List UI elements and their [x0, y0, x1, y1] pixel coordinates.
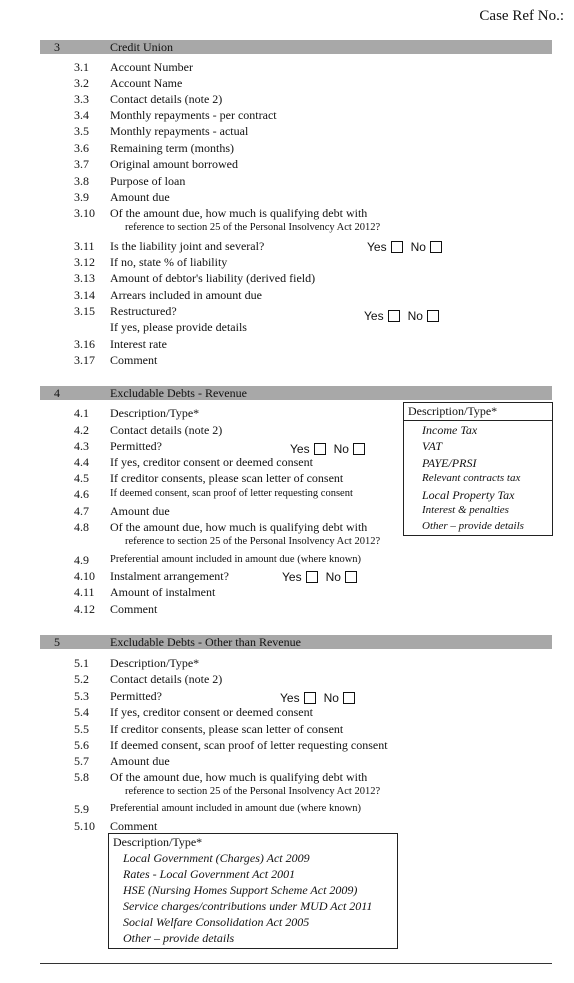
item-label-continued: reference to section 25 of the Personal Insolvency Act 2012? — [125, 222, 381, 233]
no-label: No — [407, 308, 423, 323]
list-item — [0, 75, 574, 91]
list-item — [0, 601, 574, 617]
type-option: Other – provide details — [422, 520, 524, 532]
item-number: 3.7 — [74, 157, 89, 171]
item-number: 5.4 — [74, 705, 89, 719]
list-item — [0, 189, 574, 205]
item-label: Interest rate — [110, 337, 167, 351]
item-label: If deemed consent, scan proof of letter requesting consent — [110, 488, 353, 499]
list-item — [0, 769, 574, 785]
item-number: 4.2 — [74, 423, 89, 437]
item-label: Comment — [110, 353, 158, 367]
type-box-divider — [404, 420, 552, 421]
section-number: 4 — [54, 386, 60, 400]
item-label: Description/Type* — [110, 656, 200, 670]
section-4-header — [40, 386, 552, 400]
list-item — [0, 704, 574, 720]
yes-checkbox[interactable] — [304, 692, 316, 704]
item-label: If deemed consent, scan proof of letter requesting consent — [110, 738, 388, 752]
other-type-box — [108, 833, 398, 949]
list-item — [0, 91, 574, 107]
yes-label: Yes — [282, 569, 302, 584]
yes-checkbox[interactable] — [391, 241, 403, 253]
section-number: 5 — [54, 635, 60, 649]
item-number: 3.8 — [74, 174, 89, 188]
type-box-heading: Description/Type* — [408, 404, 498, 418]
item-number: 3.15 — [74, 304, 95, 318]
item-label: Of the amount due, how much is qualifying debt with — [110, 770, 368, 784]
revenue-type-box — [403, 402, 553, 536]
item-label: Account Number — [110, 60, 193, 74]
permitted-yes-no — [280, 690, 363, 705]
no-label: No — [325, 569, 341, 584]
type-option: Relevant contracts tax — [422, 472, 521, 484]
item-label: If creditor consents, please scan letter of consent — [110, 471, 344, 485]
item-label-continued: reference to section 25 of the Personal Insolvency Act 2012? — [125, 536, 381, 547]
item-label: If no, state % of liability — [110, 255, 228, 269]
item-label: Contact details (note 2) — [110, 92, 223, 106]
item-number: 3.2 — [74, 76, 89, 90]
item-number: 4.7 — [74, 504, 89, 518]
list-item — [0, 753, 574, 769]
item-label: Amount due — [110, 754, 170, 768]
list-item — [0, 655, 574, 671]
item-label: Purpose of loan — [110, 174, 186, 188]
list-item — [0, 818, 574, 834]
list-item — [0, 671, 574, 687]
item-number: 5.7 — [74, 754, 89, 768]
item-label: Comment — [110, 819, 158, 833]
no-checkbox[interactable] — [345, 571, 357, 583]
list-item — [0, 584, 574, 600]
list-item — [0, 140, 574, 156]
item-label: Amount of debtor's liability (derived field) — [110, 271, 316, 285]
item-label-continued: If yes, please provide details — [110, 320, 247, 334]
item-label: Amount due — [110, 504, 170, 518]
type-option: Income Tax — [422, 423, 478, 437]
list-item — [0, 303, 574, 319]
item-number: 4.6 — [74, 487, 89, 501]
type-option: PAYE/PRSI — [422, 456, 477, 470]
yes-label: Yes — [280, 690, 300, 705]
item-number: 3.4 — [74, 108, 89, 122]
item-label: Preferential amount included in amount due (where known) — [110, 803, 362, 814]
type-box-heading: Description/Type* — [113, 835, 203, 849]
item-number: 5.6 — [74, 738, 89, 752]
item-number: 4.9 — [74, 553, 89, 567]
item-number: 4.4 — [74, 455, 89, 469]
item-label: Of the amount due, how much is qualifying debt with — [110, 520, 368, 534]
item-number: 3.17 — [74, 353, 95, 367]
section-5-header — [40, 635, 552, 649]
item-number: 3.5 — [74, 124, 89, 138]
no-checkbox[interactable] — [430, 241, 442, 253]
item-number: 5.10 — [74, 819, 95, 833]
section-title: Excludable Debts - Other than Revenue — [110, 635, 301, 649]
list-item — [0, 287, 574, 303]
list-item — [0, 552, 574, 568]
item-label: Of the amount due, how much is qualifying debt with — [110, 206, 368, 220]
item-number: 4.1 — [74, 406, 89, 420]
item-number: 3.13 — [74, 271, 95, 285]
item-label: Remaining term (months) — [110, 141, 234, 155]
item-number: 4.3 — [74, 439, 89, 453]
item-label: Restructured? — [110, 304, 177, 318]
item-label: Contact details (note 2) — [110, 672, 223, 686]
list-item — [0, 801, 574, 817]
item-label-continued: reference to section 25 of the Personal Insolvency Act 2012? — [125, 786, 381, 797]
type-option: Service charges/contributions under MUD Act 2011 — [123, 899, 373, 913]
type-option: VAT — [422, 439, 442, 453]
item-number: 5.5 — [74, 722, 89, 736]
item-number: 4.11 — [74, 585, 95, 599]
item-label: Amount due — [110, 190, 170, 204]
item-label: Description/Type* — [110, 406, 200, 420]
item-label: Original amount borrowed — [110, 157, 238, 171]
type-option: Interest & penalties — [422, 504, 509, 516]
list-item — [0, 721, 574, 737]
item-label: Monthly repayments - actual — [110, 124, 249, 138]
no-label: No — [323, 690, 339, 705]
item-label: Amount of instalment — [110, 585, 216, 599]
item-number: 3.10 — [74, 206, 95, 220]
item-number: 5.3 — [74, 689, 89, 703]
list-item — [0, 737, 574, 753]
footer-rule — [40, 963, 552, 964]
item-number: 3.11 — [74, 239, 95, 253]
no-checkbox[interactable] — [343, 692, 355, 704]
list-item — [0, 59, 574, 75]
type-option: Local Property Tax — [422, 488, 515, 502]
section-title: Excludable Debts - Revenue — [110, 386, 247, 400]
list-item-continued — [0, 319, 574, 335]
type-option: Rates - Local Government Act 2001 — [123, 867, 296, 881]
section-title: Credit Union — [110, 40, 173, 54]
item-number: 4.8 — [74, 520, 89, 534]
item-label: If yes, creditor consent or deemed consent — [110, 705, 313, 719]
section-number: 3 — [54, 40, 60, 54]
item-label: If creditor consents, please scan letter of consent — [110, 722, 344, 736]
yes-checkbox[interactable] — [306, 571, 318, 583]
type-option: Social Welfare Consolidation Act 2005 — [123, 915, 310, 929]
item-number: 3.14 — [74, 288, 95, 302]
no-label: No — [410, 239, 426, 254]
item-label: Instalment arrangement? — [110, 569, 229, 583]
list-item — [0, 254, 574, 270]
no-label: No — [333, 441, 349, 456]
instalment-yes-no — [282, 569, 365, 584]
case-ref-label: Case Ref No.: — [479, 8, 564, 24]
item-label: Permitted? — [110, 439, 162, 453]
yes-label: Yes — [364, 308, 384, 323]
list-item — [0, 238, 574, 254]
item-label: Permitted? — [110, 689, 162, 703]
item-number: 5.1 — [74, 656, 89, 670]
list-item — [0, 270, 574, 286]
item-number: 4.5 — [74, 471, 89, 485]
item-number: 3.16 — [74, 337, 95, 351]
type-option: Local Government (Charges) Act 2009 — [123, 851, 310, 865]
item-number: 3.6 — [74, 141, 89, 155]
item-label: Comment — [110, 602, 158, 616]
list-item — [0, 156, 574, 172]
type-option: Other – provide details — [123, 931, 235, 945]
item-label: Preferential amount included in amount due (where known) — [110, 554, 362, 565]
list-item — [0, 107, 574, 123]
item-number: 5.9 — [74, 802, 89, 816]
yes-label: Yes — [367, 239, 387, 254]
item-label: Contact details (note 2) — [110, 423, 223, 437]
item-number: 3.3 — [74, 92, 89, 106]
joint-several-yes-no — [367, 239, 450, 254]
item-number: 3.1 — [74, 60, 89, 74]
list-item — [0, 336, 574, 352]
type-option: HSE (Nursing Homes Support Scheme Act 2009) — [123, 883, 358, 897]
item-number: 5.2 — [74, 672, 89, 686]
list-item — [0, 173, 574, 189]
item-number: 4.12 — [74, 602, 95, 616]
item-label: Arrears included in amount due — [110, 288, 262, 302]
item-label: Is the liability joint and several? — [110, 239, 265, 253]
item-label: If yes, creditor consent or deemed consent — [110, 455, 313, 469]
item-number: 4.10 — [74, 569, 95, 583]
list-item — [0, 352, 574, 368]
item-number: 3.9 — [74, 190, 89, 204]
list-item — [0, 123, 574, 139]
item-label: Account Name — [110, 76, 183, 90]
yes-label: Yes — [290, 441, 310, 456]
item-number: 5.8 — [74, 770, 89, 784]
item-number: 3.12 — [74, 255, 95, 269]
item-label: Monthly repayments - per contract — [110, 108, 277, 122]
section-3-header — [40, 40, 552, 54]
list-item — [0, 205, 574, 221]
